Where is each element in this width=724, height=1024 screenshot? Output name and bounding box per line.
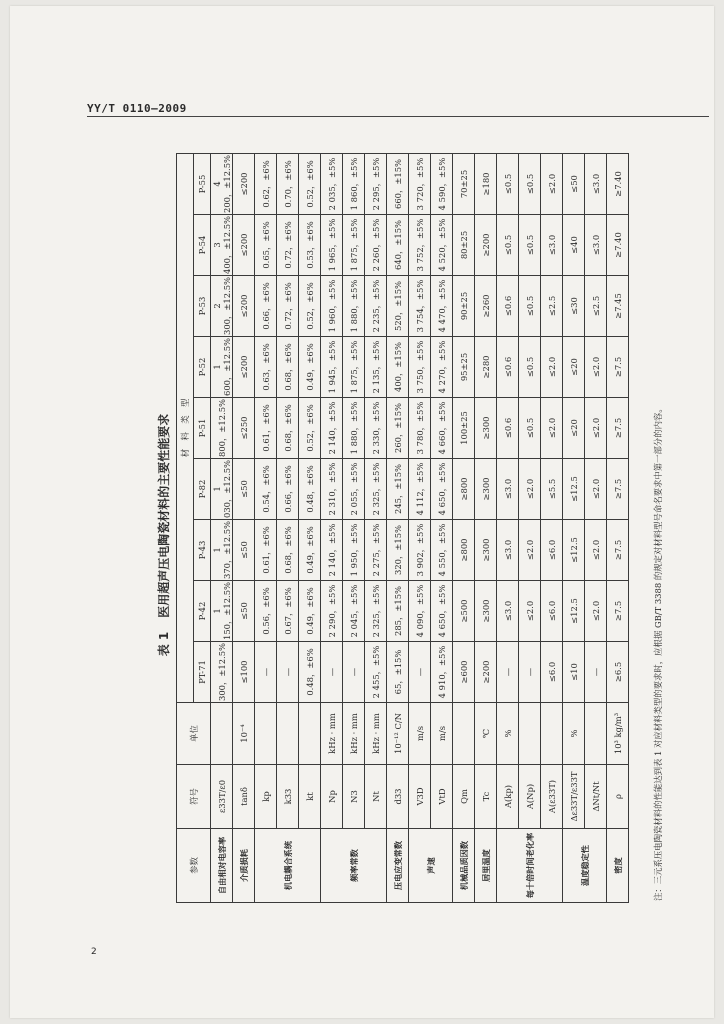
- param-cell: 声速: [409, 829, 453, 903]
- value-cell: —: [497, 642, 519, 703]
- value-cell: 2 275，±5%: [365, 520, 387, 581]
- value-cell: 1 150，±12.5%: [211, 582, 232, 640]
- table-row: [387, 153, 409, 902]
- value-cell: ≤0.5: [497, 153, 519, 214]
- value-cell: ≥7.40: [607, 215, 629, 276]
- value-cell: 3 902，±5%: [409, 520, 431, 581]
- value-cell: 0.67，±6%: [277, 581, 299, 642]
- value-cell: ≤2.0: [585, 459, 607, 520]
- header-type: P-52: [194, 337, 211, 398]
- table-row: [497, 153, 519, 902]
- value-cell: 0.49，±6%: [299, 520, 321, 581]
- value-cell: ≤3.0: [497, 459, 519, 520]
- value-cell: ≤0.5: [519, 153, 541, 214]
- symbol-cell: Δε33T/ε33T: [563, 765, 585, 829]
- unit-cell: ℃: [475, 703, 497, 765]
- symbol-cell: V3D: [409, 765, 431, 829]
- header-type: P-53: [194, 276, 211, 337]
- value-cell: ≥6.5: [607, 642, 629, 703]
- table-row: [563, 153, 585, 902]
- value-cell: 245，±15%: [387, 459, 409, 520]
- value-cell: 3 400，±12.5%: [211, 216, 232, 274]
- standard-code: YY/T 0110—2009: [87, 102, 187, 115]
- value-cell: ≥7.5: [607, 459, 629, 520]
- unit-cell: m/s: [431, 703, 453, 765]
- value-cell: ≥7.45: [607, 276, 629, 337]
- table-row: [585, 153, 607, 902]
- value-cell: 0.63，±6%: [255, 337, 277, 398]
- value-cell: ≤5.5: [541, 459, 563, 520]
- value-cell: 4 650，±5%: [431, 581, 453, 642]
- value-cell: ≤50: [233, 581, 255, 642]
- value-cell: ≤2.0: [519, 459, 541, 520]
- value-cell: 0.70，±6%: [277, 153, 299, 214]
- symbol-cell: k33: [277, 765, 299, 829]
- value-cell: 100±25: [453, 398, 475, 459]
- value-cell: ≤6.0: [541, 520, 563, 581]
- table-row: [365, 153, 387, 902]
- value-cell: 520，±15%: [387, 276, 409, 337]
- symbol-cell: A(ε33T): [541, 765, 563, 829]
- value-cell: ≤50: [233, 520, 255, 581]
- table-row: [343, 153, 365, 902]
- unit-cell: [541, 703, 563, 765]
- value-cell: ≤20: [563, 337, 585, 398]
- unit-cell: [211, 703, 233, 765]
- param-cell: 频率常数: [321, 829, 387, 903]
- table-title: 医用超声压电陶瓷材料的主要性能要求: [157, 413, 171, 618]
- value-cell: ≤50: [563, 153, 585, 214]
- value-cell: —: [585, 642, 607, 703]
- value-cell: ≥500: [453, 581, 475, 642]
- value-cell: ≤2.0: [541, 153, 563, 214]
- symbol-cell: kp: [255, 765, 277, 829]
- unit-cell: [255, 703, 277, 765]
- symbol-cell: VtD: [431, 765, 453, 829]
- header-type: P-82: [194, 459, 211, 520]
- value-cell: ≥300: [475, 459, 497, 520]
- value-cell: 0.48，±6%: [299, 459, 321, 520]
- value-cell: ≤40: [563, 215, 585, 276]
- value-cell: 4 550，±5%: [431, 520, 453, 581]
- value-cell: —: [321, 642, 343, 703]
- value-cell: ≥200: [475, 642, 497, 703]
- value-cell: ≤10: [563, 642, 585, 703]
- table-row: [541, 153, 563, 902]
- header-type: P-51: [194, 398, 211, 459]
- value-cell: 1 945，±5%: [321, 337, 343, 398]
- value-cell: 2 035，±5%: [321, 153, 343, 214]
- value-cell: 0.66，±6%: [255, 276, 277, 337]
- value-cell: 4 650，±5%: [431, 459, 453, 520]
- value-cell: 2 325，±5%: [365, 459, 387, 520]
- symbol-cell: kt: [299, 765, 321, 829]
- value-cell: 2 330，±5%: [365, 398, 387, 459]
- value-cell: 4 112，±5%: [409, 459, 431, 520]
- value-cell: ≤3.0: [585, 153, 607, 214]
- value-cell: ≤2.5: [541, 276, 563, 337]
- value-cell: 1 880，±5%: [343, 398, 365, 459]
- value-cell: 0.53，±6%: [299, 215, 321, 276]
- value-cell: ≥280: [475, 337, 497, 398]
- value-cell: ≤30: [563, 276, 585, 337]
- value-cell: ≤3.0: [541, 215, 563, 276]
- value-cell: 2 260，±5%: [365, 215, 387, 276]
- value-cell: 260，±15%: [387, 398, 409, 459]
- unit-cell: kHz · mm: [343, 703, 365, 765]
- symbol-cell: ε33T/ε0: [211, 765, 233, 829]
- value-cell: ≤2.0: [519, 581, 541, 642]
- header-material-type: 材 料 类 型: [177, 153, 194, 702]
- symbol-cell: d33: [387, 765, 409, 829]
- table-row: [277, 153, 299, 902]
- value-cell: 4 200，±12.5%: [211, 155, 232, 213]
- value-cell: ≤3.0: [497, 520, 519, 581]
- value-cell: 3 750，±5%: [409, 337, 431, 398]
- value-cell: 0.52，±6%: [299, 276, 321, 337]
- value-cell: 4 660，±5%: [431, 398, 453, 459]
- table-caption: [152, 153, 176, 903]
- symbol-cell: Np: [321, 765, 343, 829]
- unit-cell: [519, 703, 541, 765]
- value-cell: 0.61，±6%: [255, 520, 277, 581]
- value-cell: ≤2.0: [585, 581, 607, 642]
- value-cell: 320，±15%: [387, 520, 409, 581]
- unit-cell: [277, 703, 299, 765]
- value-cell: 1 030，±12.5%: [211, 460, 232, 518]
- value-cell: 80±25: [453, 215, 475, 276]
- header-type: PT-71: [194, 642, 211, 703]
- value-cell: ≤200: [233, 276, 255, 337]
- value-cell: 1 875，±5%: [343, 337, 365, 398]
- header-type: P-54: [194, 215, 211, 276]
- value-cell: 65，±15%: [387, 642, 409, 703]
- properties-table: [176, 153, 629, 903]
- table-row: [453, 153, 475, 902]
- value-cell: ≤0.6: [497, 276, 519, 337]
- param-cell: 介质损耗: [233, 829, 255, 903]
- value-cell: ≥300: [475, 398, 497, 459]
- value-cell: ≥260: [475, 276, 497, 337]
- value-cell: ≤200: [233, 337, 255, 398]
- value-cell: 4 270，±5%: [431, 337, 453, 398]
- value-cell: 4 470，±5%: [431, 276, 453, 337]
- value-cell: ≤2.0: [585, 520, 607, 581]
- value-cell: 0.68，±6%: [277, 520, 299, 581]
- symbol-cell: Tc: [475, 765, 497, 829]
- table-note: 注：三元系压电陶瓷材料的性能达到表 1 对应材料类型的要求时，应根据 GB/T 3388 的规定对材料型号命名要求中第一部分的内容。: [653, 404, 663, 901]
- value-cell: 0.61，±6%: [255, 398, 277, 459]
- table-row: [321, 153, 343, 902]
- table-row: [299, 153, 321, 902]
- value-cell: ≤200: [233, 215, 255, 276]
- value-cell: 0.56，±6%: [255, 581, 277, 642]
- value-cell: 800，±12.5%: [211, 398, 233, 459]
- param-cell: 每十倍时间老化率: [497, 829, 563, 903]
- value-cell: ≤2.0: [541, 398, 563, 459]
- value-cell: ≤2.5: [585, 276, 607, 337]
- value-cell: 300，±12.5%: [211, 642, 233, 703]
- value-cell: 2 140，±5%: [321, 520, 343, 581]
- value-cell: ≤0.5: [519, 276, 541, 337]
- unit-cell: %: [497, 703, 519, 765]
- value-cell: ≤0.5: [519, 398, 541, 459]
- value-cell: ≤2.0: [541, 337, 563, 398]
- value-cell: ≥800: [453, 459, 475, 520]
- value-cell: 0.72，±6%: [277, 215, 299, 276]
- value-cell: 90±25: [453, 276, 475, 337]
- value-cell: 4 090，±5%: [409, 581, 431, 642]
- value-cell: ≥200: [475, 215, 497, 276]
- unit-cell: [299, 703, 321, 765]
- value-cell: 1 965，±5%: [321, 215, 343, 276]
- value-cell: 2 055，±5%: [343, 459, 365, 520]
- param-cell: 温度稳定性: [563, 829, 607, 903]
- value-cell: ≤2.0: [585, 398, 607, 459]
- value-cell: 0.49，±6%: [299, 581, 321, 642]
- param-cell: 密度: [607, 829, 629, 903]
- value-cell: 0.52，±6%: [299, 153, 321, 214]
- table-row: [211, 153, 233, 902]
- value-cell: 1 370，±12.5%: [211, 521, 232, 579]
- value-cell: 0.65，±6%: [255, 215, 277, 276]
- value-cell: ≤12.5: [563, 520, 585, 581]
- value-cell: ≤250: [233, 398, 255, 459]
- rotated-table-block: [152, 153, 672, 903]
- value-cell: 70±25: [453, 153, 475, 214]
- unit-cell: [453, 703, 475, 765]
- unit-cell: 10⁻⁴: [233, 703, 255, 765]
- value-cell: 1 875，±5%: [343, 215, 365, 276]
- value-cell: 0.66，±6%: [277, 459, 299, 520]
- unit-cell: 10³ kg/m³: [607, 703, 629, 765]
- value-cell: 640，±15%: [387, 215, 409, 276]
- header-param: 参数: [177, 829, 211, 903]
- value-cell: ≥800: [453, 520, 475, 581]
- value-cell: ≤3.0: [497, 581, 519, 642]
- value-cell: 2 235，±5%: [365, 276, 387, 337]
- value-cell: 2 290，±5%: [321, 581, 343, 642]
- value-cell: 0.49，±6%: [299, 337, 321, 398]
- value-cell: 1 960，±5%: [321, 276, 343, 337]
- value-cell: —: [409, 642, 431, 703]
- value-cell: ≤20: [563, 398, 585, 459]
- value-cell: ≥7.5: [607, 337, 629, 398]
- value-cell: 2 135，±5%: [365, 337, 387, 398]
- symbol-cell: A(Np): [519, 765, 541, 829]
- value-cell: ≥7.40: [607, 153, 629, 214]
- value-cell: 2 325，±5%: [365, 581, 387, 642]
- param-cell: 机电耦合系统: [255, 829, 321, 903]
- value-cell: ≤50: [233, 459, 255, 520]
- value-cell: 4 590，±5%: [431, 153, 453, 214]
- value-cell: 1 880，±5%: [343, 276, 365, 337]
- param-cell: 压电应变常数: [387, 829, 409, 903]
- value-cell: 0.62，±6%: [255, 153, 277, 214]
- unit-cell: %: [563, 703, 585, 765]
- param-cell: 自由相对电容率: [211, 829, 233, 903]
- value-cell: ≥600: [453, 642, 475, 703]
- value-cell: 1 600，±12.5%: [211, 338, 232, 396]
- header-symbol: 符号: [177, 765, 211, 829]
- header-type: P-43: [194, 520, 211, 581]
- value-cell: 0.52，±6%: [299, 398, 321, 459]
- table-row: [519, 153, 541, 902]
- page-number: 2: [91, 947, 97, 957]
- symbol-cell: Qm: [453, 765, 475, 829]
- value-cell: 2 455，±5%: [365, 642, 387, 703]
- unit-cell: m/s: [409, 703, 431, 765]
- value-cell: 1 950，±5%: [343, 520, 365, 581]
- table-row: [409, 153, 431, 902]
- value-cell: ≤3.0: [585, 215, 607, 276]
- unit-cell: 10⁻¹² C/N: [387, 703, 409, 765]
- table-row: [233, 153, 255, 902]
- value-cell: 4 910，±5%: [431, 642, 453, 703]
- value-cell: ≤2.0: [519, 520, 541, 581]
- value-cell: 3 780，±5%: [409, 398, 431, 459]
- value-cell: ≥7.5: [607, 581, 629, 642]
- value-cell: ≤100: [233, 642, 255, 703]
- value-cell: ≤0.6: [497, 398, 519, 459]
- header-rule: [87, 116, 709, 117]
- table-row: [431, 153, 453, 902]
- value-cell: 660，±15%: [387, 153, 409, 214]
- value-cell: 0.72，±6%: [277, 276, 299, 337]
- value-cell: 4 520，±5%: [431, 215, 453, 276]
- table-number: 表 1: [157, 631, 171, 657]
- value-cell: ≤12.5: [563, 581, 585, 642]
- value-cell: —: [343, 642, 365, 703]
- header-type: P-55: [194, 153, 211, 214]
- value-cell: ≤6.0: [541, 581, 563, 642]
- value-cell: 2 310，±5%: [321, 459, 343, 520]
- value-cell: 3 752，±5%: [409, 215, 431, 276]
- symbol-cell: N3: [343, 765, 365, 829]
- value-cell: 0.48，±6%: [299, 642, 321, 703]
- value-cell: ≥7.5: [607, 398, 629, 459]
- symbol-cell: ρ: [607, 765, 629, 829]
- value-cell: 0.68，±6%: [277, 337, 299, 398]
- value-cell: ≥7.5: [607, 520, 629, 581]
- value-cell: 400，±15%: [387, 337, 409, 398]
- param-cell: 机械品质因数: [453, 829, 475, 903]
- value-cell: ≥300: [475, 581, 497, 642]
- value-cell: 2 045，±5%: [343, 581, 365, 642]
- value-cell: 0.54，±6%: [255, 459, 277, 520]
- value-cell: 0.68，±6%: [277, 398, 299, 459]
- value-cell: 2 300，±12.5%: [211, 277, 232, 335]
- table-row: [475, 153, 497, 902]
- value-cell: ≤2.0: [585, 337, 607, 398]
- unit-cell: [585, 703, 607, 765]
- symbol-cell: A(kp): [497, 765, 519, 829]
- symbol-cell: Nt: [365, 765, 387, 829]
- value-cell: 1 860，±5%: [343, 153, 365, 214]
- value-cell: ≤12.5: [563, 459, 585, 520]
- value-cell: 95±25: [453, 337, 475, 398]
- value-cell: 3 754，±5%: [409, 276, 431, 337]
- value-cell: 2 140，±5%: [321, 398, 343, 459]
- unit-cell: kHz · mm: [321, 703, 343, 765]
- value-cell: —: [519, 642, 541, 703]
- value-cell: ≤0.6: [497, 337, 519, 398]
- header-unit: 单位: [177, 703, 211, 765]
- unit-cell: kHz · mm: [365, 703, 387, 765]
- value-cell: ≤0.5: [519, 215, 541, 276]
- value-cell: ≤6.0: [541, 642, 563, 703]
- param-cell: 居里温度: [475, 829, 497, 903]
- value-cell: ≤200: [233, 153, 255, 214]
- header-row: [177, 153, 194, 902]
- value-cell: —: [277, 642, 299, 703]
- table-row: [607, 153, 629, 902]
- table-row: [255, 153, 277, 902]
- value-cell: 3 720，±5%: [409, 153, 431, 214]
- value-cell: ≥300: [475, 520, 497, 581]
- value-cell: ≥180: [475, 153, 497, 214]
- value-cell: 285，±15%: [387, 581, 409, 642]
- symbol-cell: tanδ: [233, 765, 255, 829]
- value-cell: ≤0.5: [519, 337, 541, 398]
- value-cell: 2 295，±5%: [365, 153, 387, 214]
- symbol-cell: ΔNt/Nt: [585, 765, 607, 829]
- value-cell: ≤0.5: [497, 215, 519, 276]
- value-cell: —: [255, 642, 277, 703]
- header-type: P-42: [194, 581, 211, 642]
